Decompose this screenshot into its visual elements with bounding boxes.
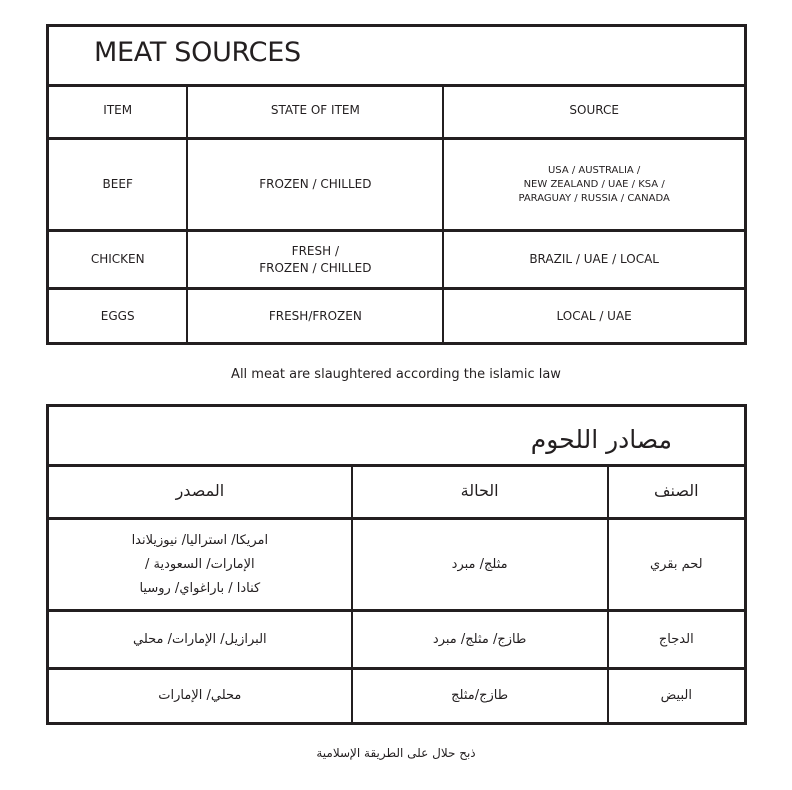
cell-state: FRESH / FROZEN / CHILLED <box>186 232 442 287</box>
table-row <box>49 287 744 342</box>
table-title-row <box>49 27 744 87</box>
table-title: مصادر اللحوم <box>530 425 672 454</box>
meat-sources-table-arabic <box>46 404 747 725</box>
cell-state: FRESH/FROZEN <box>186 290 442 342</box>
halal-note-english: All meat are slaughtered according the islamic law <box>231 367 561 382</box>
table-row <box>49 229 744 287</box>
cell-item: البيض <box>607 670 744 722</box>
table-row <box>49 137 744 229</box>
cell-source: LOCAL / UAE <box>442 290 744 342</box>
meat-sources-table-english <box>46 24 747 345</box>
table-row <box>49 667 744 722</box>
cell-item: BEEF <box>102 177 133 191</box>
table-row <box>49 517 744 609</box>
cell-state: مثلج/ مبرد <box>351 520 607 609</box>
cell-source: البرازيل/ الإمارات/ محلي <box>133 631 267 647</box>
table-row <box>49 609 744 667</box>
header-source: SOURCE <box>442 84 744 137</box>
header-item: ITEM <box>103 103 133 117</box>
header-source: المصدر <box>175 481 225 500</box>
cell-state: FROZEN / CHILLED <box>186 140 442 229</box>
cell-state: طازج/ مثلج/ مبرد <box>351 612 607 667</box>
header-state: الحالة <box>351 464 607 517</box>
cell-item: لحم بقري <box>607 520 744 609</box>
header-state: STATE OF ITEM <box>186 84 442 137</box>
cell-source: USA / AUSTRALIA / NEW ZEALAND / UAE / KSA / PARAGUAY / RUSSIA / CANADA <box>442 140 744 229</box>
table-header-row <box>49 464 744 517</box>
cell-item: CHICKEN <box>90 252 145 266</box>
cell-source: امريكا/ استراليا/ نيوزيلاندا الإمارات/ السعودية / كنادا / باراغواي/ روسيا <box>131 532 269 596</box>
cell-item: EGGS <box>100 308 135 323</box>
table-title-row <box>49 407 744 467</box>
cell-source: BRAZIL / UAE / LOCAL <box>442 232 744 287</box>
cell-item: الدجاج <box>607 612 744 667</box>
cell-state: طازج/مثلج <box>351 670 607 722</box>
header-item: الصنف <box>607 464 744 517</box>
table-title: MEAT SOURCES <box>94 37 301 68</box>
table-header-row <box>49 84 744 137</box>
halal-note-arabic: ذبح حلال على الطريقة الإسلامية <box>316 746 476 760</box>
cell-source: محلي/ الإمارات <box>158 688 242 703</box>
